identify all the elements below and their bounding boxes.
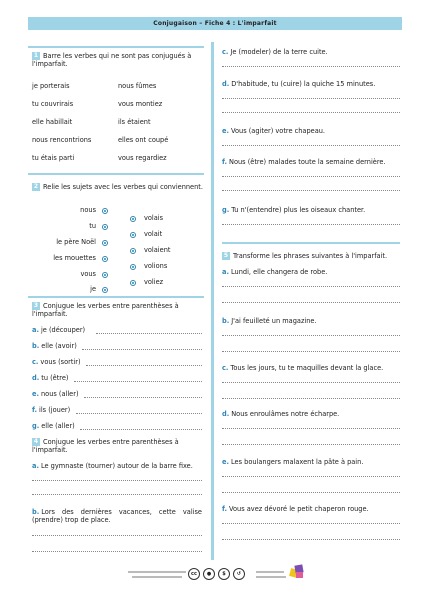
ex1-verb[interactable]: vous montiez [118, 100, 163, 108]
ex2-instruction-text: Relie les sujets avec les verbes qui conviennent. [43, 183, 203, 191]
ex4-instruction [32, 438, 204, 454]
ex4-item [222, 48, 328, 56]
subject-point[interactable] [102, 256, 108, 262]
answer-line[interactable] [84, 397, 202, 398]
item-text: Les boulangers malaxent la pâte à pain. [230, 458, 364, 466]
answer-line[interactable] [222, 351, 400, 352]
answer-line[interactable] [222, 335, 400, 336]
item-letter: f. [222, 505, 228, 513]
ex5-instruction-text: Transforme les phrases suivantes à l'imparfait. [233, 252, 388, 260]
answer-line[interactable] [222, 539, 400, 540]
answer-line[interactable] [222, 382, 400, 383]
answer-line[interactable] [222, 98, 400, 99]
item-letter: e. [222, 458, 229, 466]
ex4-item [32, 508, 202, 524]
ex5-instruction [222, 252, 400, 260]
by-icon: ● [203, 568, 215, 580]
ex2-subject: tu [89, 222, 96, 230]
item-text: elle (aller) [41, 422, 75, 430]
subject-point[interactable] [102, 224, 108, 230]
answer-line[interactable] [222, 145, 400, 146]
item-text: Lundi, elle changera de robe. [230, 268, 328, 276]
ex1-verb[interactable]: je porterais [32, 82, 70, 90]
item-letter: a. [32, 462, 39, 470]
item-letter: d. [222, 80, 230, 88]
subject-point[interactable] [102, 272, 108, 278]
item-letter: c. [222, 364, 229, 372]
answer-line[interactable] [222, 190, 400, 191]
answer-line[interactable] [222, 176, 400, 177]
ex3-instruction-text: Conjugue les verbes entre parenthèses à l'imparfait. [32, 302, 179, 318]
answer-line[interactable] [222, 286, 400, 287]
ex2-subject: je [90, 285, 96, 293]
answer-line[interactable] [222, 224, 400, 225]
answer-line[interactable] [222, 492, 400, 493]
answer-line[interactable] [32, 551, 202, 552]
ex2-subject: vous [80, 270, 96, 278]
answer-line[interactable] [222, 428, 400, 429]
item-text: elle (avoir) [41, 342, 77, 350]
item-text: Nous enroulâmes notre écharpe. [231, 410, 340, 418]
item-letter: f. [32, 406, 38, 414]
ex1-verb[interactable]: nous rencontrions [32, 136, 92, 144]
ex1-verb[interactable]: tu couvrirais [32, 100, 74, 108]
ex2-subject: le père Noël [56, 238, 96, 246]
item-letter: g. [222, 206, 230, 214]
item-letter: a. [32, 326, 39, 334]
ex4-instruction-text: Conjugue les verbes entre parenthèses à l'imparfait. [32, 438, 179, 454]
item-letter: d. [32, 374, 40, 382]
footer-text-line [132, 576, 182, 578]
logo-icon [290, 565, 304, 579]
item-text: Le gymnaste (tourner) autour de la barre fixe. [40, 462, 193, 470]
ex3-item [32, 374, 69, 382]
ex2-verb: volais [144, 214, 164, 222]
ex3-number: 3 [33, 302, 39, 309]
item-text: Nous (être) malades toute la semaine dernière. [229, 158, 386, 166]
answer-line[interactable] [80, 429, 202, 430]
item-text: ils (jouer) [39, 406, 71, 414]
item-letter: b. [32, 508, 40, 516]
separator [28, 173, 204, 175]
ex1-instruction [32, 52, 202, 68]
answer-line[interactable] [222, 523, 400, 524]
ex4-item [222, 127, 325, 135]
answer-line[interactable] [82, 349, 202, 350]
ex3-item [32, 422, 75, 430]
answer-line[interactable] [86, 365, 202, 366]
item-letter: c. [32, 358, 39, 366]
ex5-item [222, 410, 339, 418]
ex1-verb[interactable]: elles ont coupé [118, 136, 169, 144]
item-letter: d. [222, 410, 230, 418]
ex5-number: 5 [223, 252, 229, 259]
answer-line[interactable] [222, 66, 400, 67]
subject-point[interactable] [102, 287, 108, 293]
ex5-item [222, 505, 369, 513]
ex4-number: 4 [33, 438, 39, 445]
ex2-verb: volait [144, 230, 163, 238]
column-divider [211, 42, 214, 560]
answer-line[interactable] [96, 333, 202, 334]
item-letter: e. [32, 390, 39, 398]
item-text: D'habitude, tu (cuire) la quiche 15 minutes. [231, 80, 376, 88]
sa-icon: ↺ [233, 568, 245, 580]
answer-line[interactable] [32, 480, 202, 481]
ex2-instruction [32, 183, 204, 191]
ex1-verb[interactable]: vous regardiez [118, 154, 167, 162]
ex4-item [222, 206, 365, 214]
footer-text-line [256, 576, 286, 578]
ex5-item [222, 317, 317, 325]
nc-icon: $ [218, 568, 230, 580]
footer-text-line [128, 571, 186, 573]
ex2-subject: les mouettes [53, 254, 96, 262]
answer-line[interactable] [222, 476, 400, 477]
item-text: tu (être) [41, 374, 69, 382]
item-text: Tu n'(entendre) plus les oiseaux chanter. [231, 206, 366, 214]
ex5-item [222, 458, 363, 466]
ex1-verb[interactable]: elle habillait [32, 118, 73, 126]
item-text: Vous avez dévoré le petit chaperon rouge. [229, 505, 369, 513]
ex2-subject: nous [80, 206, 96, 214]
item-text: Vous (agiter) votre chapeau. [230, 127, 326, 135]
answer-line[interactable] [222, 302, 400, 303]
item-text: Je (modeler) de la terre cuite. [230, 48, 328, 56]
item-text: J'ai feuilleté un magazine. [231, 317, 317, 325]
verb-point[interactable] [130, 280, 136, 286]
ex4-item [222, 80, 375, 88]
item-text: je (découper) [40, 326, 86, 334]
ex2-number: 2 [33, 183, 39, 190]
verb-point[interactable] [130, 264, 136, 270]
ex1-instruction-text: Barre les verbes qui ne sont pas conjugués à l'imparfait. [32, 52, 192, 68]
item-letter: c. [222, 48, 229, 56]
item-letter: b. [32, 342, 40, 350]
subject-point[interactable] [102, 240, 108, 246]
ex1-verb[interactable]: ils étaient [118, 118, 151, 126]
ex2-verb: volaient [144, 246, 171, 254]
cc-icon: cc [188, 568, 200, 580]
item-letter: g. [32, 422, 40, 430]
item-letter: e. [222, 127, 229, 135]
ex4-item [32, 462, 202, 470]
ex5-item [222, 268, 327, 276]
ex3-instruction [32, 302, 204, 318]
footer-text-line [256, 571, 284, 573]
answer-line[interactable] [74, 381, 202, 382]
ex1-verb[interactable]: tu étais parti [32, 154, 75, 162]
separator [28, 296, 204, 298]
answer-line[interactable] [222, 444, 400, 445]
ex3-item [32, 390, 79, 398]
ex4-item [222, 158, 386, 166]
separator [28, 46, 204, 48]
answer-line[interactable] [222, 398, 400, 399]
ex3-item [32, 358, 81, 366]
item-text: Lors des dernières vacances, cette valise (prendre) trop de place. [32, 508, 202, 524]
verb-point[interactable] [130, 248, 136, 254]
item-text: Tous les jours, tu te maquilles devant la glace. [230, 364, 384, 372]
item-text: nous (aller) [40, 390, 79, 398]
ex1-verb[interactable]: nous fûmes [118, 82, 157, 90]
ex1-number: 1 [33, 52, 39, 59]
item-letter: f. [222, 158, 228, 166]
ex5-item [222, 364, 383, 372]
item-letter: a. [222, 268, 229, 276]
answer-line[interactable] [76, 413, 202, 414]
answer-line[interactable] [32, 535, 202, 536]
ex3-item [32, 406, 70, 414]
ex3-item [32, 326, 85, 334]
item-text: vous (sortir) [40, 358, 81, 366]
answer-line[interactable] [222, 112, 400, 113]
verb-point[interactable] [130, 232, 136, 238]
answer-line[interactable] [32, 494, 202, 495]
ex2-verb: voliez [144, 278, 164, 286]
ex3-item [32, 342, 77, 350]
item-letter: b. [222, 317, 230, 325]
verb-point[interactable] [130, 216, 136, 222]
ex2-verb: volions [144, 262, 168, 270]
separator [222, 242, 400, 244]
page-title: Conjugaison – Fiche 4 : L'imparfait [28, 17, 402, 30]
subject-point[interactable] [102, 208, 108, 214]
